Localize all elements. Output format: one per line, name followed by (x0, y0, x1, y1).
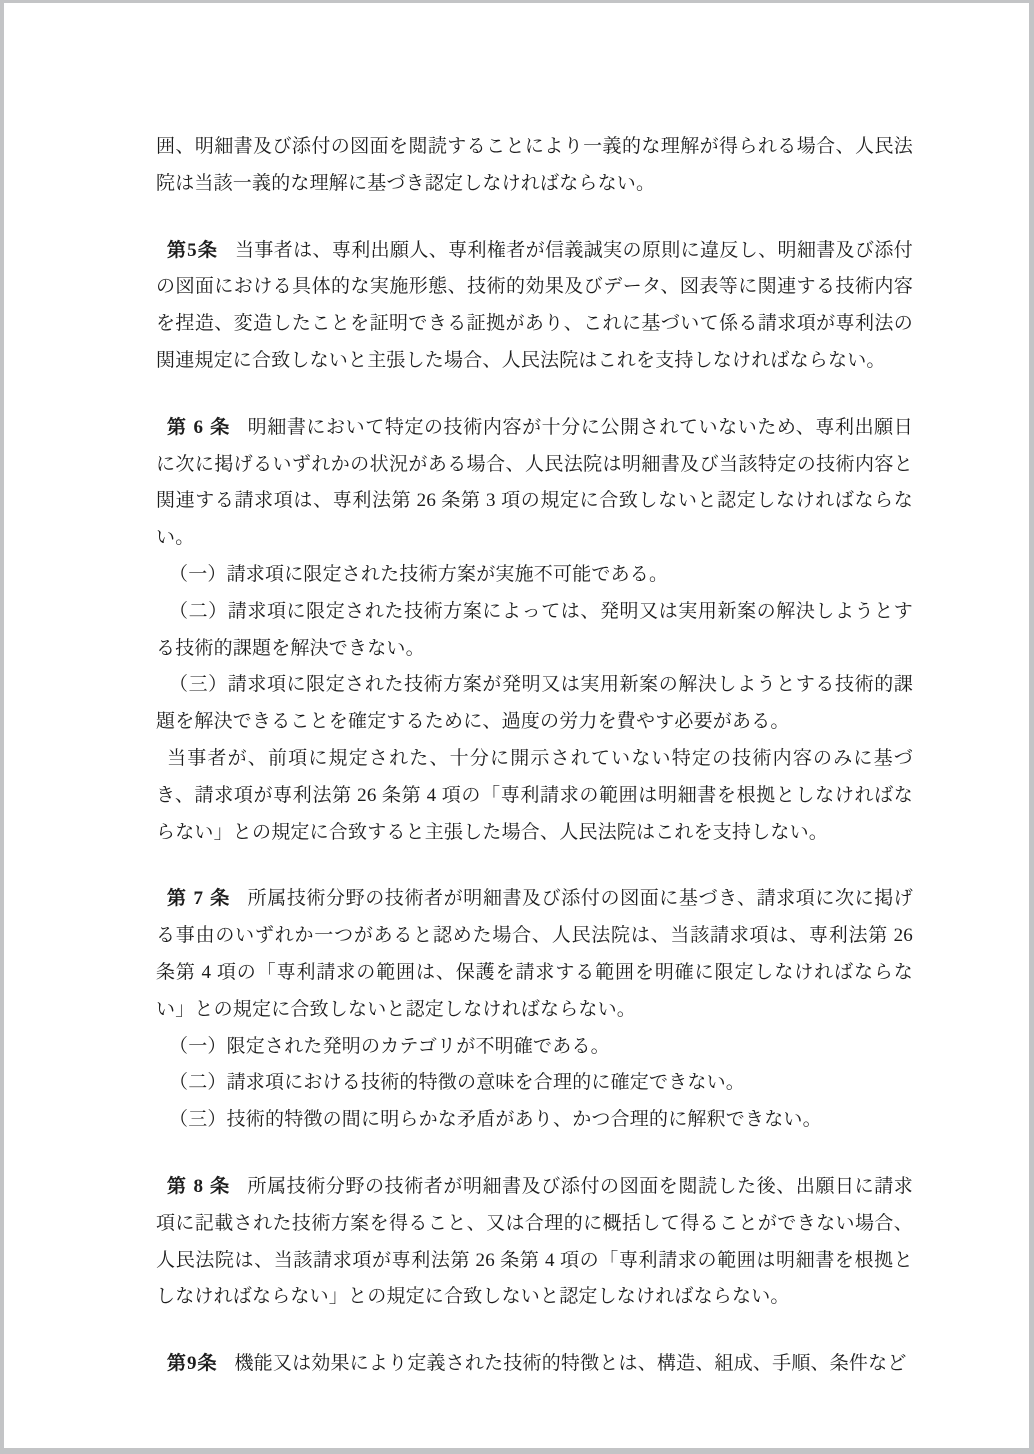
list-item (156, 1065, 913, 1102)
list-item (156, 557, 913, 594)
paragraph-text: 所属技術分野の技術者が明細書及び添付の図面に基づき、請求項に次に掲げる事由のいずれか一つがあると認めた場合、人民法院は、当該請求項は、専利法第 26 条第 4 項の「専利請求の範囲は、保護を請求する範囲を明確に限定しなければならない」との規定に合致しないと認定しなければならない。 (156, 888, 913, 1020)
paragraph-text: 機能又は効果により定義された技術的特徴とは、構造、組成、手順、条件など (234, 1353, 907, 1375)
document-content (4, 3, 1029, 1448)
article-number-label: 第9条 (167, 1353, 218, 1375)
section-paragraph (156, 881, 913, 1028)
paragraph (156, 129, 913, 203)
document-page (4, 3, 1029, 1448)
paragraph-text: （一）請求項に限定された技術方案が実施不可能である。 (169, 563, 669, 585)
section-paragraph (156, 233, 913, 380)
paragraph-text: 囲、明細書及び添付の図面を閲読することにより一義的な理解が得られる場合、人民法院は当該一義的な理解に基づき認定しなければならない。 (156, 136, 913, 194)
section-paragraph (156, 1169, 913, 1316)
article-number-label: 第 8 条 (167, 1175, 231, 1197)
paragraph-text: 当事者は、専利出願人、専利権者が信義誠実の原則に違反し、明細書及び添付の図面における具体的な実施形態、技術的効果及びデータ、図表等に関連する技術内容を捏造、変造したことを証明できる証拠があり、これに基づいて係る請求項が専利法の関連規定に合致しないと主張した場合、人民法院はこれを支持しなければならない。 (156, 239, 913, 371)
paragraph-text: （二）請求項における技術的特徴の意味を合理的に確定できない。 (169, 1072, 746, 1094)
list-item (156, 1102, 913, 1139)
list-item (156, 667, 913, 741)
paragraph-text: （三）技術的特徴の間に明らかな矛盾があり、かつ合理的に解釈できない。 (169, 1109, 822, 1131)
paragraph-text: （二）請求項に限定された技術方案によっては、発明又は実用新案の解決しようとする技術的課題を解決できない。 (156, 600, 913, 659)
article-number-label: 第 7 条 (167, 888, 231, 910)
paragraph-text: （一）限定された発明のカテゴリが不明確である。 (169, 1035, 610, 1057)
paragraph (156, 741, 913, 851)
paragraph-text: 所属技術分野の技術者が明細書及び添付の図面を閲読した後、出願日に請求項に記載された技術方案を得ること、又は合理的に概括して得ることができない場合、人民法院は、当該請求項が専利法第 26 条第 4 項の「専利請求の範囲は明細書を根拠としなければならない」との規定に合致しないと認定しなければならない。 (156, 1175, 913, 1308)
list-item (156, 1029, 913, 1066)
list-item (156, 594, 913, 668)
paragraph-text: 明細書において特定の技術内容が十分に公開されていないため、専利出願日に次に掲げるいずれかの状況がある場合、人民法院は明細書及び当該特定の技術内容と関連する請求項は、専利法第 26 条第 3 項の規定に合致しないと認定しなければならない。 (156, 416, 913, 549)
article-number-label: 第5条 (167, 239, 219, 261)
paragraph-text: 当事者が、前項に規定された、十分に開示されていない特定の技術内容のみに基づき、請求項が専利法第 26 条第 4 項の「専利請求の範囲は明細書を根拠としなければならない」との規定に合致すると主張した場合、人民法院はこれを支持しない。 (156, 747, 913, 843)
section-paragraph (156, 1346, 913, 1383)
section-paragraph (156, 410, 913, 557)
article-number-label: 第 6 条 (167, 416, 231, 438)
paragraph-text: （三）請求項に限定された技術方案が発明又は実用新案の解決しようとする技術的課題を解決できることを確定するために、過度の労力を費やす必要がある。 (156, 674, 913, 733)
